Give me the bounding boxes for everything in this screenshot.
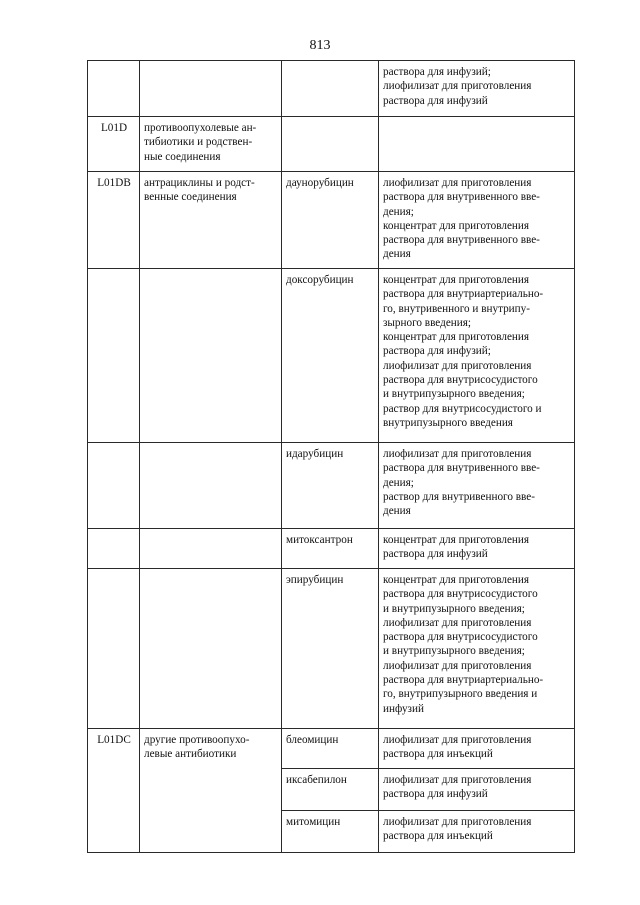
dosage-form-line: раствора для инъекций (383, 830, 493, 843)
dosage-forms-cell (379, 269, 575, 443)
dosage-forms-cell (379, 61, 575, 117)
table-row (88, 61, 575, 117)
dosage-form-line: раствора для инфузий (383, 548, 488, 561)
dosage-form-line: и внутрипузырного введения; (383, 645, 525, 658)
atc-code-cell (88, 269, 140, 443)
group-cell (140, 569, 282, 729)
dosage-form-line: концентрат для приготовления (383, 331, 530, 344)
table-row (88, 569, 575, 729)
dosage-form-line: концентрат для приготовления (383, 534, 530, 546)
atc-code-cell (88, 729, 140, 853)
group-name-line: венные соединения (144, 191, 237, 204)
dosage-form-line: лиофилизат для приготовления (383, 816, 532, 828)
dosage-forms-cell (379, 172, 575, 269)
group-name-line: антрациклины и родст- (144, 177, 255, 189)
group-cell (140, 172, 282, 269)
drug-name: даунорубицин (286, 177, 354, 189)
table-row (88, 269, 575, 443)
dosage-form-line: зырного введения; (383, 316, 472, 329)
dosage-form-line: раствора для инфузий; (383, 345, 491, 358)
group-cell (140, 529, 282, 569)
atc-code-cell (88, 569, 140, 729)
group-cell (140, 117, 282, 172)
dosage-form-line: лиофилизат для приготовления (383, 177, 532, 189)
dosage-form-line: и внутрипузырного введения; (383, 388, 525, 401)
dosage-forms-cell (379, 569, 575, 729)
drug-name-cell (282, 443, 379, 529)
drug-name-cell (282, 269, 379, 443)
drug-name-cell (282, 117, 379, 172)
atc-code-cell (88, 172, 140, 269)
dosage-form-line: раствора для внутриартериально- (383, 674, 544, 687)
group-cell (140, 443, 282, 529)
drug-name: митомицин (286, 816, 341, 828)
dosage-form-line: концентрат для приготовления (383, 219, 530, 232)
group-cell (140, 729, 282, 853)
drug-name: идарубицин (286, 448, 344, 460)
drug-name-cell (282, 61, 379, 117)
drug-name: митоксантрон (286, 534, 353, 546)
dosage-forms-cell (379, 529, 575, 569)
drug-name: иксабепилон (286, 774, 347, 786)
dosage-form-line: раствора для внутрисосудистого (383, 588, 538, 601)
group-name-line: левые антибиотики (144, 748, 237, 761)
dosage-form-line: го, внутривенного и внутрипу- (383, 302, 530, 315)
dosage-form-line: раствора для инъекций (383, 748, 493, 761)
dosage-form-line: дения; (383, 205, 414, 218)
dosage-forms-cell (379, 769, 575, 811)
dosage-forms-cell (379, 117, 575, 172)
group-name-line: другие противоопухо- (144, 734, 250, 746)
atc-code: L01DC (97, 734, 131, 746)
dosage-form-line: раствора для инфузий (383, 788, 488, 801)
dosage-form-line: го, внутрипузырного введения и (383, 688, 538, 701)
dosage-form-line: раствор для внутривенного вве- (383, 490, 535, 503)
table-row (88, 172, 575, 269)
atc-code-cell (88, 61, 140, 117)
dosage-form-line: лиофилизат для приготовления (383, 359, 532, 372)
group-cell (140, 269, 282, 443)
drug-name: доксорубицин (286, 274, 354, 286)
page-number: 813 (309, 38, 331, 53)
dosage-form-line: концентрат для приготовления (383, 574, 530, 586)
dosage-form-line: дения (383, 505, 411, 518)
drug-classification-table (87, 60, 575, 853)
dosage-form-line: раствора для инфузий; (383, 66, 491, 78)
dosage-form-line: раствора для внутривенного вве- (383, 462, 540, 475)
drug-name-cell (282, 769, 379, 811)
dosage-form-line: лиофилизат для приготовления (383, 659, 532, 672)
dosage-form-line: лиофилизат для приготовления (383, 80, 532, 93)
dosage-form-line: раствора для внутривенного вве- (383, 191, 540, 204)
dosage-form-line: лиофилизат для приготовления (383, 448, 532, 460)
dosage-form-line: раствора для внутрисосудистого (383, 631, 538, 644)
group-name-line: ные соединения (144, 150, 221, 163)
dosage-form-line: раствора для внутрисосудистого (383, 374, 538, 387)
table-row (88, 117, 575, 172)
dosage-form-line: раствора для внутриартериально- (383, 288, 544, 301)
drug-name-cell (282, 172, 379, 269)
drug-name-cell (282, 811, 379, 853)
drug-name: эпирубицин (286, 574, 344, 586)
drug-name-cell (282, 529, 379, 569)
dosage-form-line: раствора для инфузий (383, 94, 488, 107)
dosage-form-line: лиофилизат для приготовления (383, 616, 532, 629)
dosage-form-line: концентрат для приготовления (383, 274, 530, 286)
dosage-form-line: дения (383, 248, 411, 261)
atc-code-cell (88, 117, 140, 172)
drug-name: блеомицин (286, 734, 339, 746)
dosage-forms-cell (379, 729, 575, 769)
table-row (88, 443, 575, 529)
drug-name-cell (282, 569, 379, 729)
table-row (88, 729, 575, 769)
dosage-form-line: лиофилизат для приготовления (383, 734, 532, 746)
dosage-form-line: внутрипузырного введения (383, 416, 513, 429)
group-name-line: тибиотики и родствен- (144, 136, 253, 149)
atc-code-cell (88, 529, 140, 569)
group-name-line: противоопухолевые ан- (144, 122, 257, 134)
atc-code: L01D (100, 122, 128, 134)
atc-code: L01DB (97, 177, 131, 189)
dosage-forms-cell (379, 811, 575, 853)
dosage-form-line: лиофилизат для приготовления (383, 774, 532, 786)
dosage-forms-cell (379, 443, 575, 529)
dosage-form-line: инфузий (383, 702, 424, 715)
group-cell (140, 61, 282, 117)
dosage-form-line: и внутрипузырного введения; (383, 602, 525, 615)
atc-code-cell (88, 443, 140, 529)
dosage-form-line: дения; (383, 476, 414, 489)
drug-name-cell (282, 729, 379, 769)
dosage-form-line: раствора для внутривенного вве- (383, 234, 540, 247)
table-row (88, 529, 575, 569)
dosage-form-line: раствор для внутрисосудистого и (383, 402, 542, 415)
